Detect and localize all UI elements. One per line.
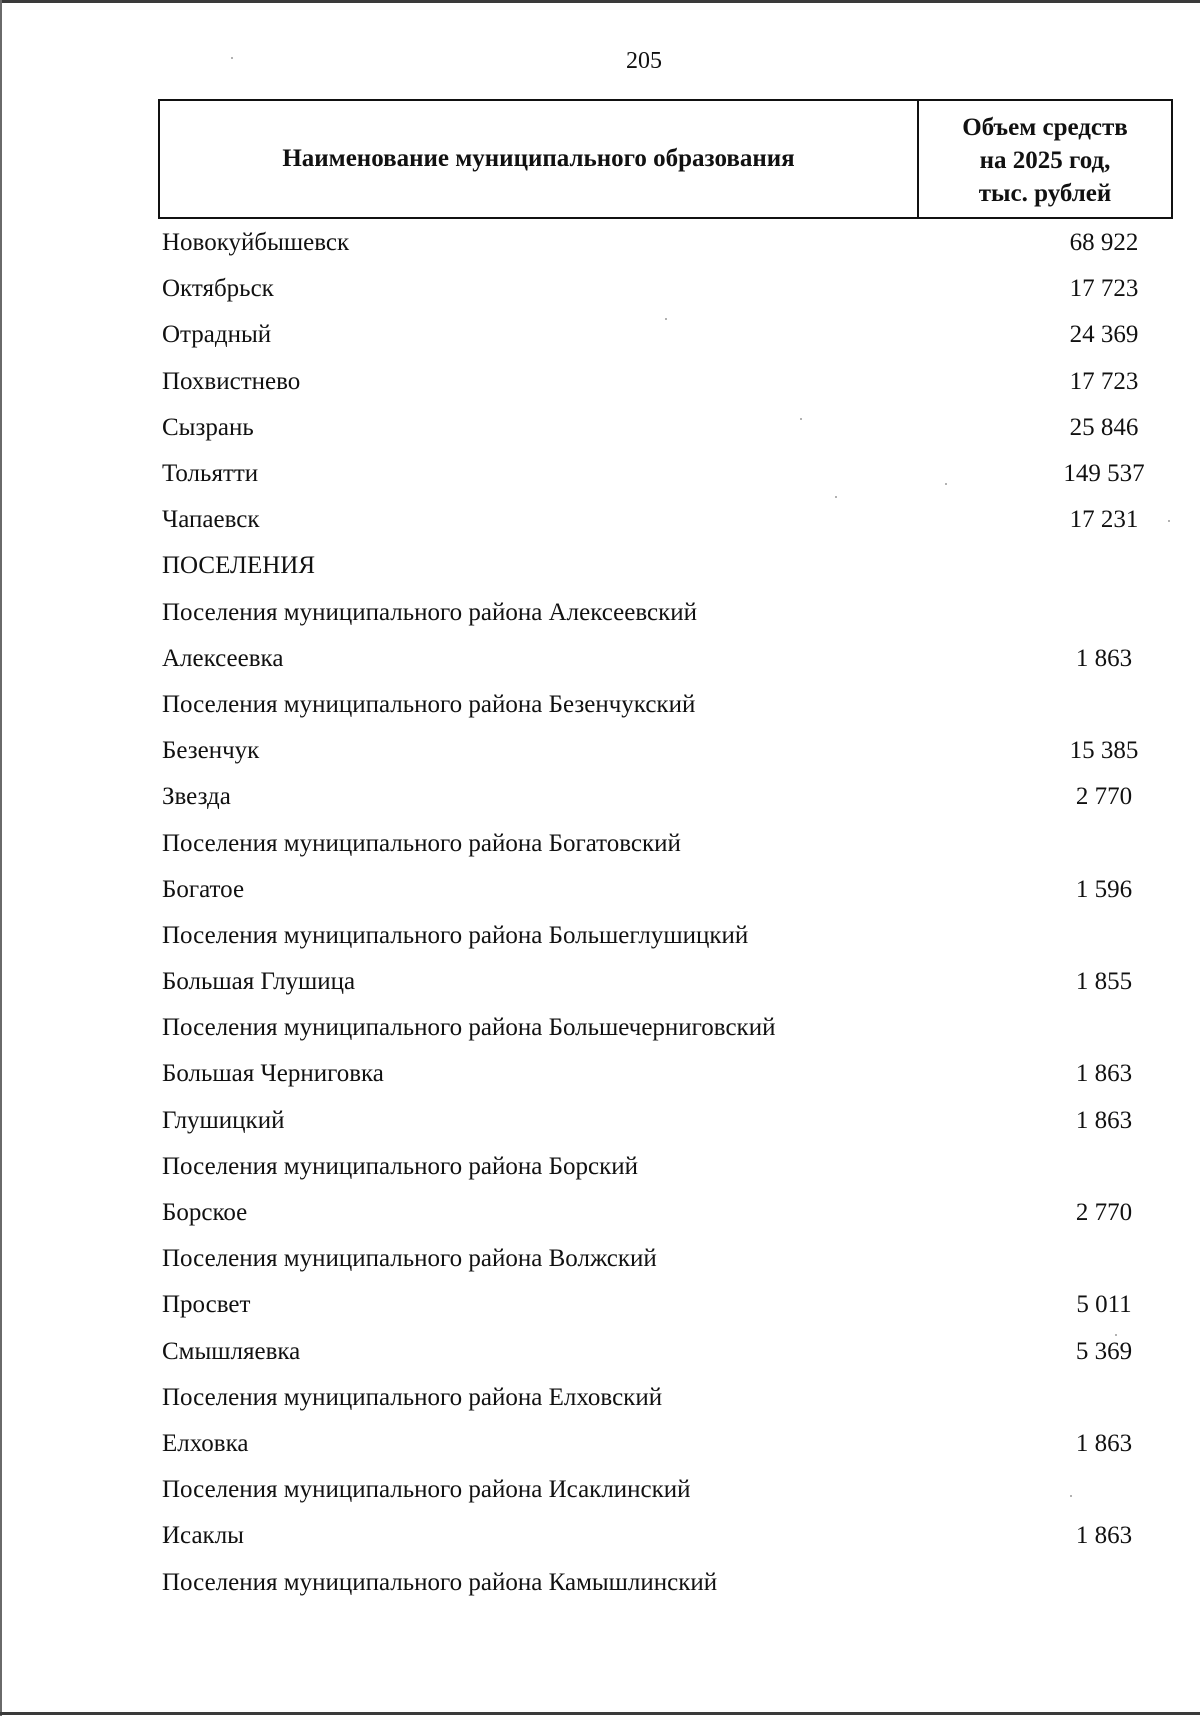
table-row xyxy=(162,1421,1162,1467)
row-name: Смышляевка xyxy=(162,1337,301,1365)
row-name: Алексеевка xyxy=(162,644,284,672)
row-name: Поселения муниципального района Камышлинский xyxy=(162,1568,718,1596)
scan-speck xyxy=(665,318,667,320)
table-row xyxy=(162,959,1162,1005)
row-name: Сызрань xyxy=(162,413,254,441)
table-row xyxy=(162,359,1162,405)
scan-speck xyxy=(945,483,947,485)
table-row xyxy=(162,543,1162,589)
table-row xyxy=(162,312,1162,358)
scan-speck xyxy=(231,57,233,59)
table-header xyxy=(158,99,1173,219)
row-value: 2 770 xyxy=(1075,1199,1133,1227)
row-value: 25 846 xyxy=(1069,413,1139,441)
row-name: Поселения муниципального района Елховский xyxy=(162,1383,663,1411)
row-value: 1 863 xyxy=(1075,1429,1133,1457)
row-name: Отрадный xyxy=(162,321,272,349)
row-value: 1 596 xyxy=(1075,875,1133,903)
row-name: Похвистнево xyxy=(162,367,301,395)
table-row xyxy=(162,1375,1162,1421)
row-name: Поселения муниципального района Борский xyxy=(162,1152,638,1180)
row-value: 2 770 xyxy=(1075,783,1133,811)
row-value: 68 922 xyxy=(1069,229,1139,257)
table-row xyxy=(162,497,1162,543)
table-row xyxy=(162,913,1162,959)
table-row xyxy=(162,1559,1162,1605)
table-row xyxy=(162,1236,1162,1282)
row-name: Поселения муниципального района Алексеевский xyxy=(162,598,698,626)
row-value: 24 369 xyxy=(1069,321,1139,349)
table-row xyxy=(162,266,1162,312)
table-row xyxy=(162,636,1162,682)
row-name: Поселения муниципального района Большечерниговский xyxy=(162,1014,776,1042)
table-row xyxy=(162,1513,1162,1559)
table-row xyxy=(162,1190,1162,1236)
row-value: 5 011 xyxy=(1076,1291,1132,1319)
row-value: 1 863 xyxy=(1075,644,1133,672)
row-value: 149 537 xyxy=(1063,460,1145,488)
table-row xyxy=(162,682,1162,728)
table-row xyxy=(162,1329,1162,1375)
table-row xyxy=(162,405,1162,451)
header-name-column: Наименование муниципального образования xyxy=(160,101,919,217)
row-name: Большая Черниговка xyxy=(162,1060,384,1088)
page-number: 205 xyxy=(626,48,662,74)
row-name: Просвет xyxy=(162,1291,251,1319)
row-name: Поселения муниципального района Большеглушицкий xyxy=(162,921,749,949)
table-row xyxy=(162,220,1162,266)
header-amount-line: Объем средств xyxy=(962,113,1128,141)
header-amount-column xyxy=(919,101,1171,217)
table-row xyxy=(162,774,1162,820)
row-name: Поселения муниципального района Богатовский xyxy=(162,829,681,857)
scan-speck xyxy=(835,496,837,498)
row-value: 17 231 xyxy=(1069,506,1139,534)
row-value: 1 863 xyxy=(1075,1522,1133,1550)
row-name: Борское xyxy=(162,1199,248,1227)
row-name: Исаклы xyxy=(162,1522,244,1550)
row-name: Глушицкий xyxy=(162,1106,285,1134)
row-name: Октябрьск xyxy=(162,275,274,303)
row-name: Безенчук xyxy=(162,737,260,765)
table-row xyxy=(162,1098,1162,1144)
row-value: 17 723 xyxy=(1069,275,1139,303)
table-body xyxy=(162,220,1162,1606)
row-name: ПОСЕЛЕНИЯ xyxy=(162,552,316,580)
table-row xyxy=(162,451,1162,497)
table-row xyxy=(162,1467,1162,1513)
table-row xyxy=(162,728,1162,774)
table-row xyxy=(162,590,1162,636)
row-name: Поселения муниципального района Исаклинский xyxy=(162,1476,691,1504)
header-amount-line: тыс. рублей xyxy=(978,179,1112,207)
scan-speck xyxy=(800,418,802,420)
table-row xyxy=(162,1282,1162,1328)
row-value: 5 369 xyxy=(1075,1337,1133,1365)
row-name: Поселения муниципального района Безенчукский xyxy=(162,690,696,718)
row-name: Богатое xyxy=(162,875,245,903)
row-name: Новокуйбышевск xyxy=(162,229,350,257)
scan-border-top xyxy=(0,0,1200,3)
scan-border-left xyxy=(0,0,2,1716)
scan-speck xyxy=(1168,520,1170,522)
row-value: 1 863 xyxy=(1075,1106,1133,1134)
table-row xyxy=(162,867,1162,913)
row-value: 1 855 xyxy=(1075,968,1133,996)
row-name: Большая Глушица xyxy=(162,968,356,996)
row-name: Поселения муниципального района Волжский xyxy=(162,1245,657,1273)
scan-speck xyxy=(1070,1495,1072,1497)
row-name: Звезда xyxy=(162,783,231,811)
row-value: 1 863 xyxy=(1075,1060,1133,1088)
row-name: Чапаевск xyxy=(162,506,260,534)
scan-border-bottom xyxy=(0,1712,1200,1715)
row-value: 15 385 xyxy=(1069,737,1139,765)
table-row xyxy=(162,1005,1162,1051)
table-row xyxy=(162,1051,1162,1097)
table-row xyxy=(162,820,1162,866)
row-name: Тольятти xyxy=(162,460,259,488)
row-value: 17 723 xyxy=(1069,367,1139,395)
scan-speck xyxy=(1115,1334,1117,1336)
row-name: Елховка xyxy=(162,1429,249,1457)
header-amount-line: на 2025 год, xyxy=(979,146,1111,174)
table-row xyxy=(162,1144,1162,1190)
